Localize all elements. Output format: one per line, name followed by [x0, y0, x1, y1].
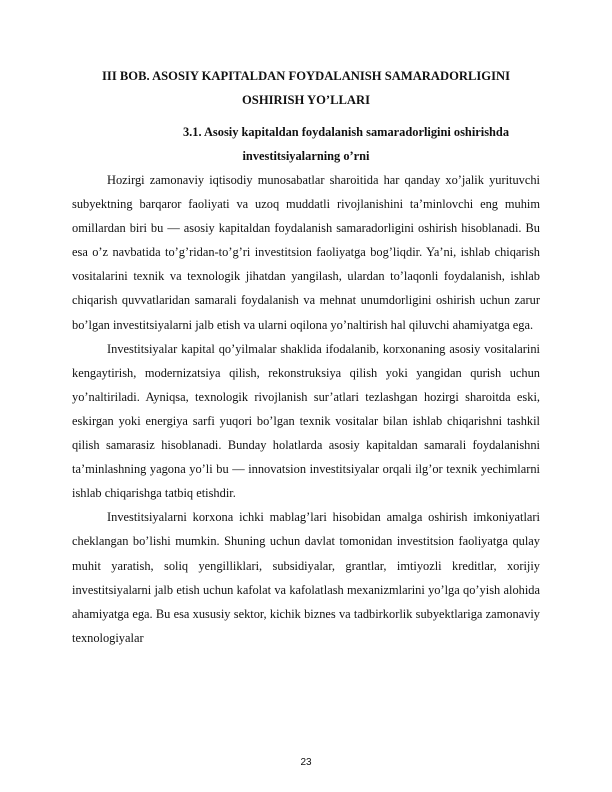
chapter-title-line-1: III BOB. ASOSIY KAPITALDAN FOYDALANISH SAMARADORLIGINI: [102, 69, 510, 83]
section-title-line-1: 3.1. Asosiy kapitaldan foydalanish samaradorligini oshirishda: [182, 125, 510, 139]
paragraph-2: Investitsiyalar kapital qo’yilmalar shaklida ifodalanib, korxonaning asosiy vositalarini kengaytirish, modernizatsiya qilish, rekonstruksiya qilish yoki yangidan qurish uchun yo’naltiriladi. Ayniqsa, texnologik rivojlanish sur’atlari tezlashgan hozirgi sharoitda eski, eskirgan yoki energiya sarfi yuqori bo’lgan texnik vositalar bilan ishlab chiqarishni tashkil qilish samarasiz hisoblanadi. Bunday holatlarda asosiy kapitaldan samarali foydalanishni ta’minlashning yagona yo’li bu — innovatsion investitsiyalar orqali ilg’or texnik yechimlarni ishlab chiqarishga tatbiq etishdir.: [72, 341, 540, 501]
paragraph-3: Investitsiyalarni korxona ichki mablag’lari hisobidan amalga oshirish imkoniyatlari cheklangan bo’lishi mumkin. Shuning uchun davlat tomonidan investitsion faoliyatga qulay muhit yaratish, soliq yengilliklari, subsidiyalar, grantlar, imtiyozli kreditlar, xorijiy investitsiyalarni jalb etish uchun kafolat va kafolatlash mexanizmlarini yo’lga qo’yish alohida ahamiyatga ega. Bu esa xususiy sektor, kichik biznes va tadbirkorlik subyektlariga zamonaviy texnologiyalar: [72, 510, 540, 645]
section-title: [72, 120, 540, 168]
body-text: [72, 168, 540, 650]
page-number: 23: [300, 757, 312, 768]
chapter-title: [72, 64, 540, 112]
paragraph-1: Hozirgi zamonaviy iqtisodiy munosabatlar sharoitida har qanday xo’jalik yurituvchi subyektning barqaror faoliyati va uzoq muddatli rivojlanishini ta’minlovchi eng muhim omillardan biri bu — asosiy kapitaldan foydalanish samaradorligini oshirish hisoblanadi. Bu esa o’z navbatida to’g’ridan-to’g’ri investitsion faoliyatga bog’liqdir. Ya’ni, ishlab chiqarish vositalarini texnik va texnologik jihatdan yangilash, ulardan to’laqonli foydalanish, ishlab chiqarish quvvatlaridan samarali foydalanish va mehnat unumdorligini oshirish uchun zarur bo’lgan investitsiyalarni jalb etish va ularni oqilona yo’naltirish hal qiluvchi ahamiyatga ega.: [72, 173, 540, 332]
chapter-title-line-2: OSHIRISH YO’LLARI: [242, 93, 370, 107]
section-title-line-2: investitsiyalarning o’rni: [242, 149, 370, 163]
